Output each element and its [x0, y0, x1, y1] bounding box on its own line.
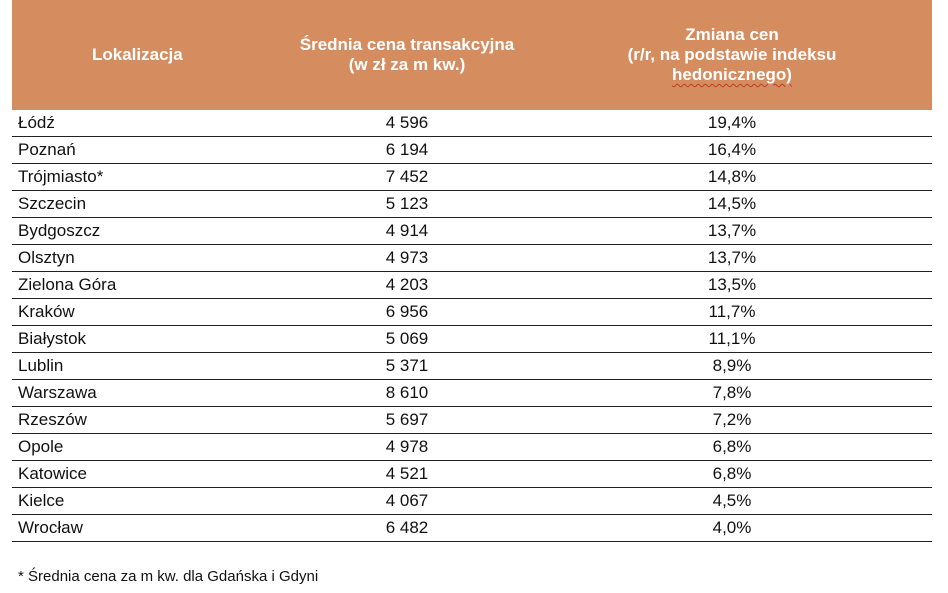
city-cell: Wrocław	[12, 515, 282, 542]
table-header	[12, 0, 932, 110]
city-cell: Kraków	[12, 299, 282, 326]
table-row	[12, 380, 932, 407]
price-cell: 4 067	[282, 488, 532, 515]
city-cell: Trójmiasto*	[12, 164, 282, 191]
table-row	[12, 434, 932, 461]
price-cell: 6 482	[282, 515, 532, 542]
table-row	[12, 488, 932, 515]
table-row	[12, 245, 932, 272]
price-cell: 4 203	[282, 272, 532, 299]
city-cell: Kielce	[12, 488, 282, 515]
price-cell: 6 956	[282, 299, 532, 326]
change-cell: 7,2%	[532, 407, 932, 434]
header-price-line1: Średnia cena transakcyjna	[299, 35, 515, 54]
table-row	[12, 218, 932, 245]
change-cell: 6,8%	[532, 461, 932, 488]
price-cell: 7 452	[282, 164, 532, 191]
price-cell: 5 069	[282, 326, 532, 353]
city-cell: Warszawa	[12, 380, 282, 407]
price-cell: 5 371	[282, 353, 532, 380]
table-row	[12, 110, 932, 137]
city-cell: Rzeszów	[12, 407, 282, 434]
price-cell: 4 521	[282, 461, 532, 488]
price-cell: 5 123	[282, 191, 532, 218]
price-table-container	[12, 0, 932, 542]
header-price-line2: (w zł za m kw.)	[348, 55, 466, 74]
table-row	[12, 272, 932, 299]
change-cell: 11,7%	[532, 299, 932, 326]
table-row	[12, 299, 932, 326]
change-cell: 13,7%	[532, 245, 932, 272]
price-cell: 4 596	[282, 110, 532, 137]
table-row	[12, 137, 932, 164]
header-row	[12, 0, 932, 110]
change-cell: 4,5%	[532, 488, 932, 515]
table-row	[12, 353, 932, 380]
footnote: * Średnia cena za m kw. dla Gdańska i Gdyni	[18, 568, 319, 585]
header-price	[282, 0, 532, 110]
city-cell: Łódź	[12, 110, 282, 137]
city-cell: Olsztyn	[12, 245, 282, 272]
city-cell: Lublin	[12, 353, 282, 380]
header-location-label: Lokalizacja	[92, 45, 183, 64]
table-row	[12, 164, 932, 191]
header-change	[532, 0, 932, 110]
table-row	[12, 407, 932, 434]
change-cell: 13,7%	[532, 218, 932, 245]
city-cell: Zielona Góra	[12, 272, 282, 299]
change-cell: 8,9%	[532, 353, 932, 380]
city-cell: Bydgoszcz	[12, 218, 282, 245]
change-cell: 6,8%	[532, 434, 932, 461]
city-cell: Szczecin	[12, 191, 282, 218]
city-cell: Białystok	[12, 326, 282, 353]
change-cell: 13,5%	[532, 272, 932, 299]
price-cell: 4 973	[282, 245, 532, 272]
table-row	[12, 515, 932, 542]
change-cell: 14,5%	[532, 191, 932, 218]
header-change-line1: Zmiana cen	[685, 25, 779, 44]
change-cell: 7,8%	[532, 380, 932, 407]
change-cell: 16,4%	[532, 137, 932, 164]
price-cell: 5 697	[282, 407, 532, 434]
city-cell: Katowice	[12, 461, 282, 488]
table-body	[12, 110, 932, 542]
change-cell: 11,1%	[532, 326, 932, 353]
price-cell: 6 194	[282, 137, 532, 164]
price-table	[12, 0, 932, 542]
change-cell: 14,8%	[532, 164, 932, 191]
table-row	[12, 326, 932, 353]
price-cell: 8 610	[282, 380, 532, 407]
change-cell: 19,4%	[532, 110, 932, 137]
change-cell: 4,0%	[532, 515, 932, 542]
header-change-line2: (r/r, na podstawie indeksu	[627, 45, 837, 64]
city-cell: Poznań	[12, 137, 282, 164]
table-row	[12, 461, 932, 488]
price-cell: 4 914	[282, 218, 532, 245]
city-cell: Opole	[12, 434, 282, 461]
price-cell: 4 978	[282, 434, 532, 461]
header-change-line3: hedonicznego)	[672, 65, 792, 84]
header-location	[12, 0, 282, 110]
table-row	[12, 191, 932, 218]
